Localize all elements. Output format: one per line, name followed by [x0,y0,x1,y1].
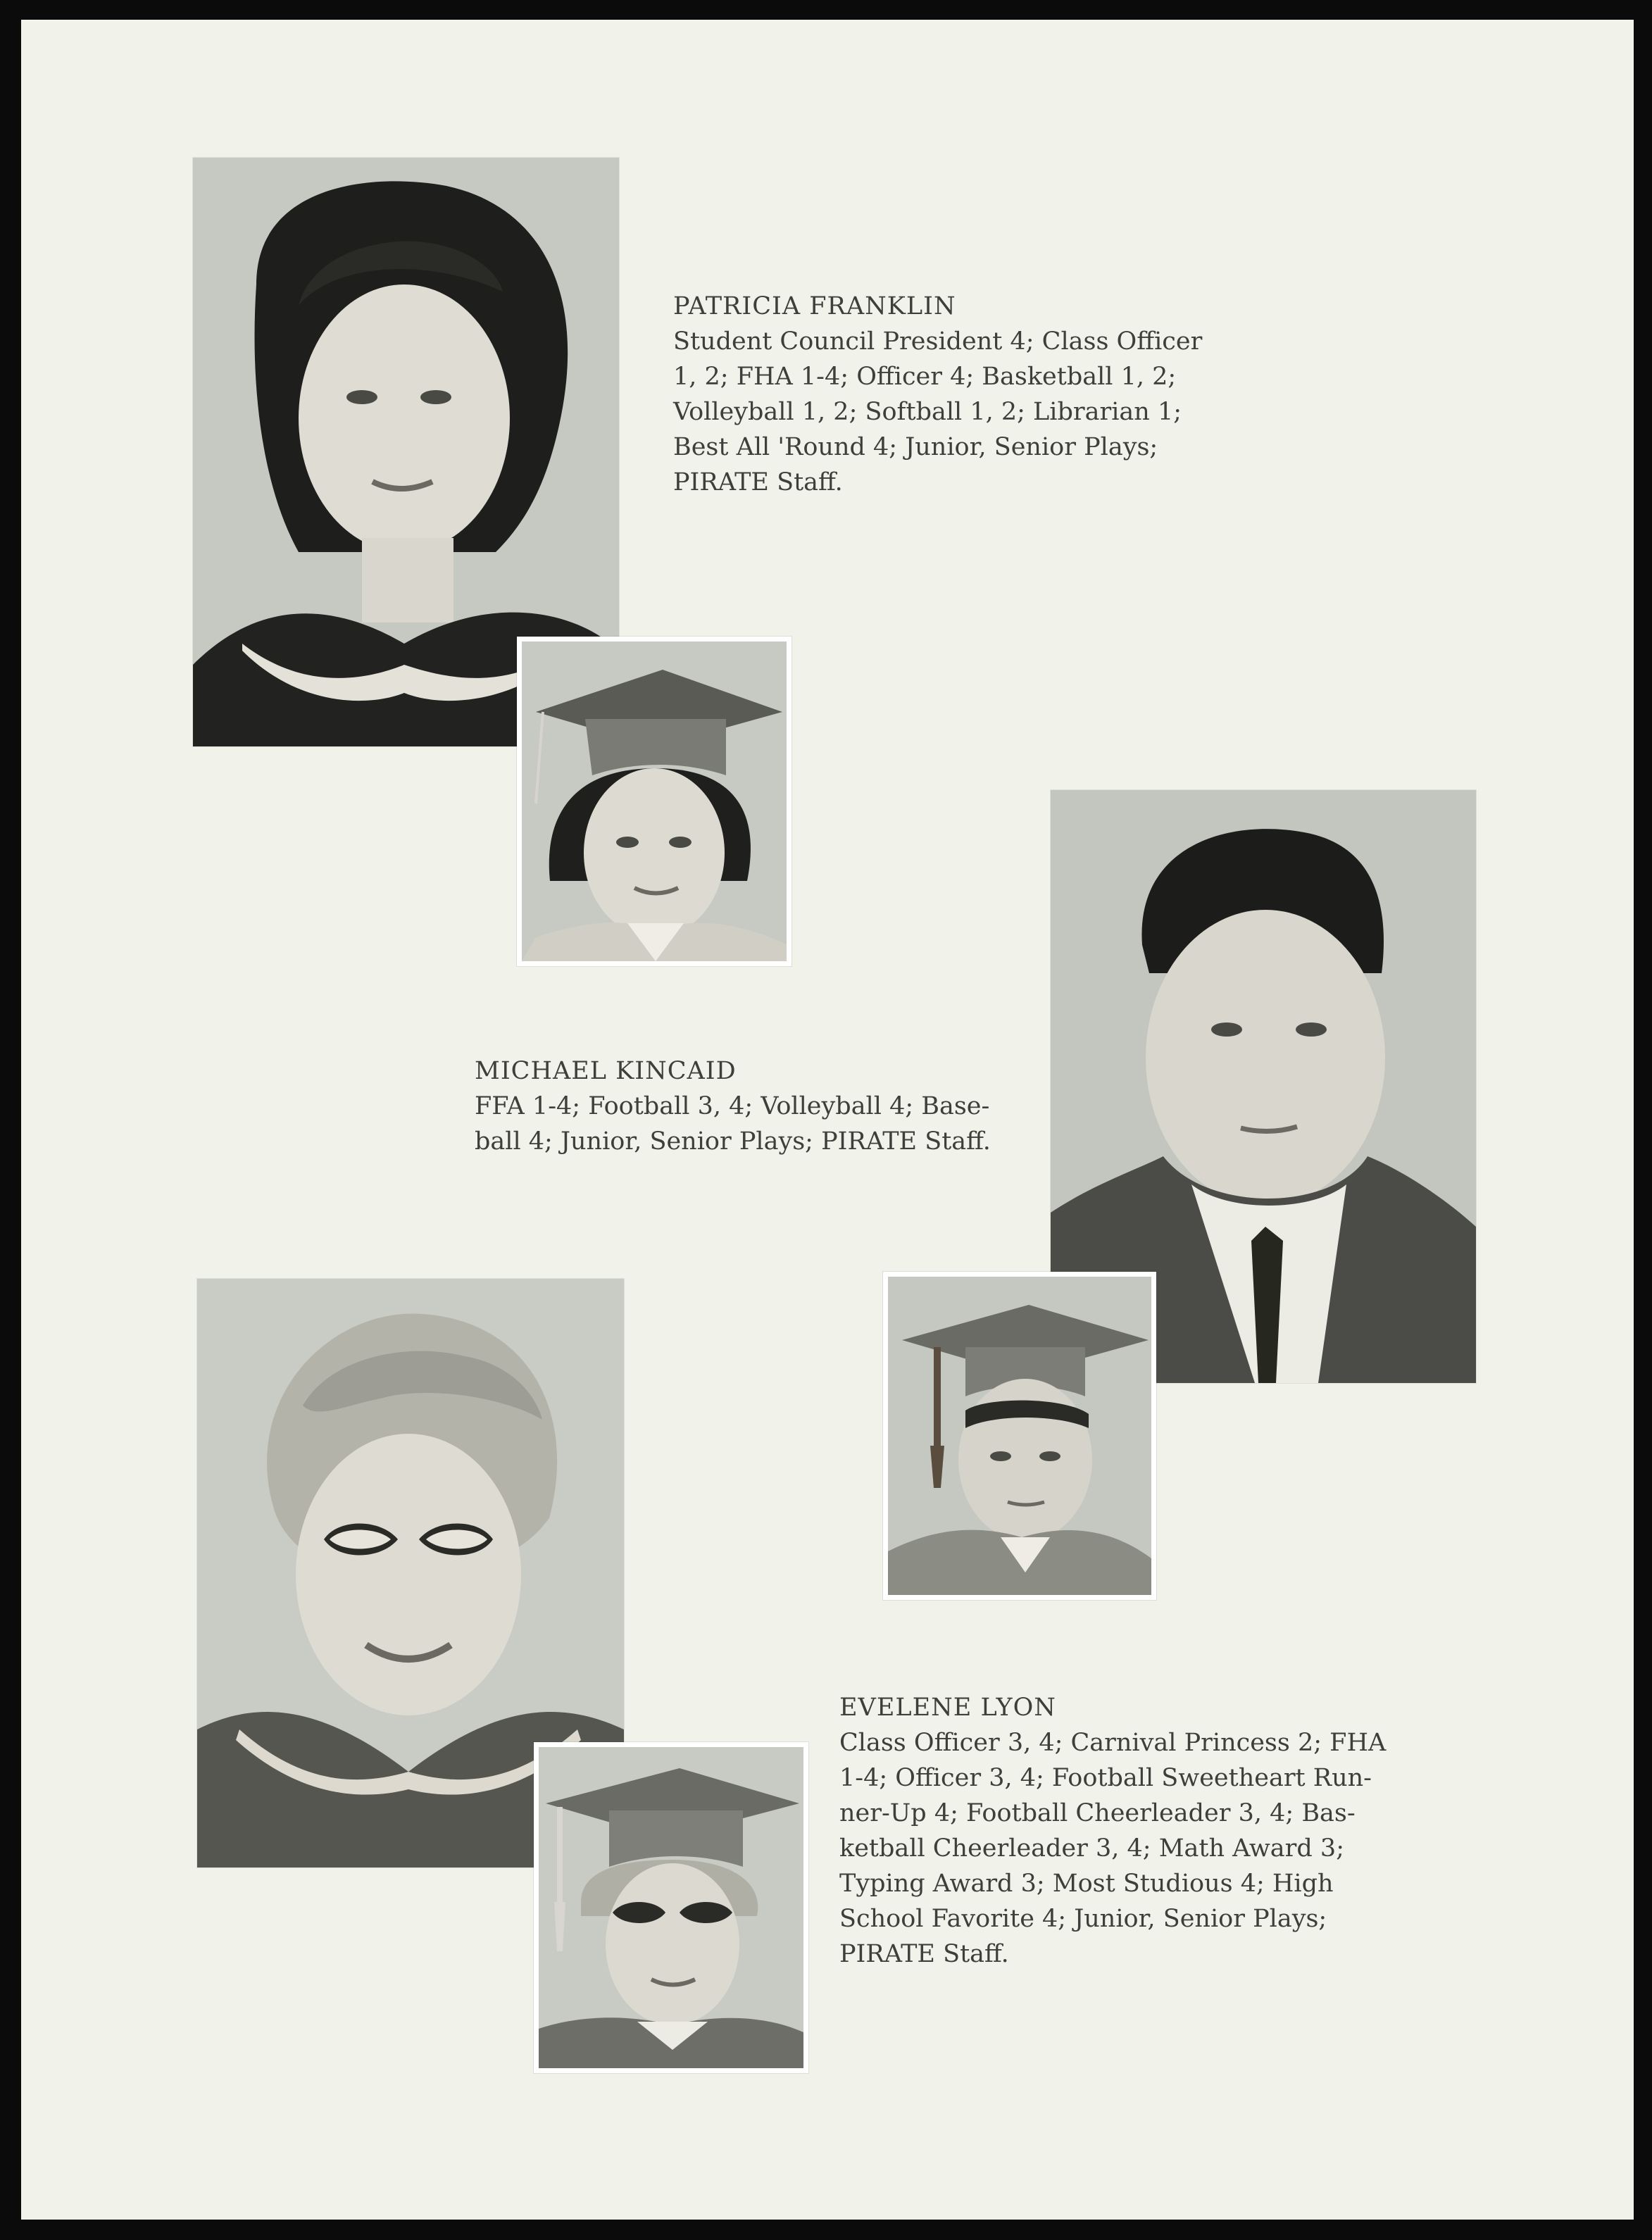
activity-line: PIRATE Staff. [839,1940,1009,1968]
student-name: MICHAEL KINCAID [475,1057,737,1085]
yearbook-page [21,20,1634,2220]
activity-line: Volleyball 1, 2; Softball 1, 2; Librarian 1; [673,398,1182,426]
caption-evelene-lyon [839,1690,1386,1972]
caption-michael-kincaid [475,1053,991,1159]
activity-line: ner-Up 4; Football Cheerleader 3, 4; Bas- [839,1799,1356,1827]
student-name: EVELENE LYON [839,1694,1056,1722]
activity-line: Class Officer 3, 4; Carnival Princess 2; FHA [839,1729,1387,1757]
caption-patricia-franklin [673,289,1202,500]
activity-line: Typing Award 3; Most Studious 4; High [839,1870,1334,1898]
activity-line: PIRATE Staff. [673,468,843,496]
activity-line: FFA 1-4; Football 3, 4; Volleyball 4; Base- [475,1092,990,1120]
graduation-photo-evelene-lyon [534,1742,808,2073]
activity-line: 1, 2; FHA 1-4; Officer 4; Basketball 1, 2; [673,363,1177,391]
graduation-photo-patricia-franklin [517,637,791,966]
activity-line: Best All 'Round 4; Junior, Senior Plays; [673,433,1158,461]
activity-line: ketball Cheerleader 3, 4; Math Award 3; [839,1834,1344,1863]
graduation-photo-michael-kincaid [883,1272,1156,1600]
activity-line: ball 4; Junior, Senior Plays; PIRATE Staff. [475,1127,991,1156]
activity-line: School Favorite 4; Junior, Senior Plays; [839,1905,1327,1933]
student-name: PATRICIA FRANKLIN [673,292,956,320]
activity-line: Student Council President 4; Class Officer [673,327,1203,356]
activity-line: 1-4; Officer 3, 4; Football Sweetheart Run- [839,1764,1372,1792]
